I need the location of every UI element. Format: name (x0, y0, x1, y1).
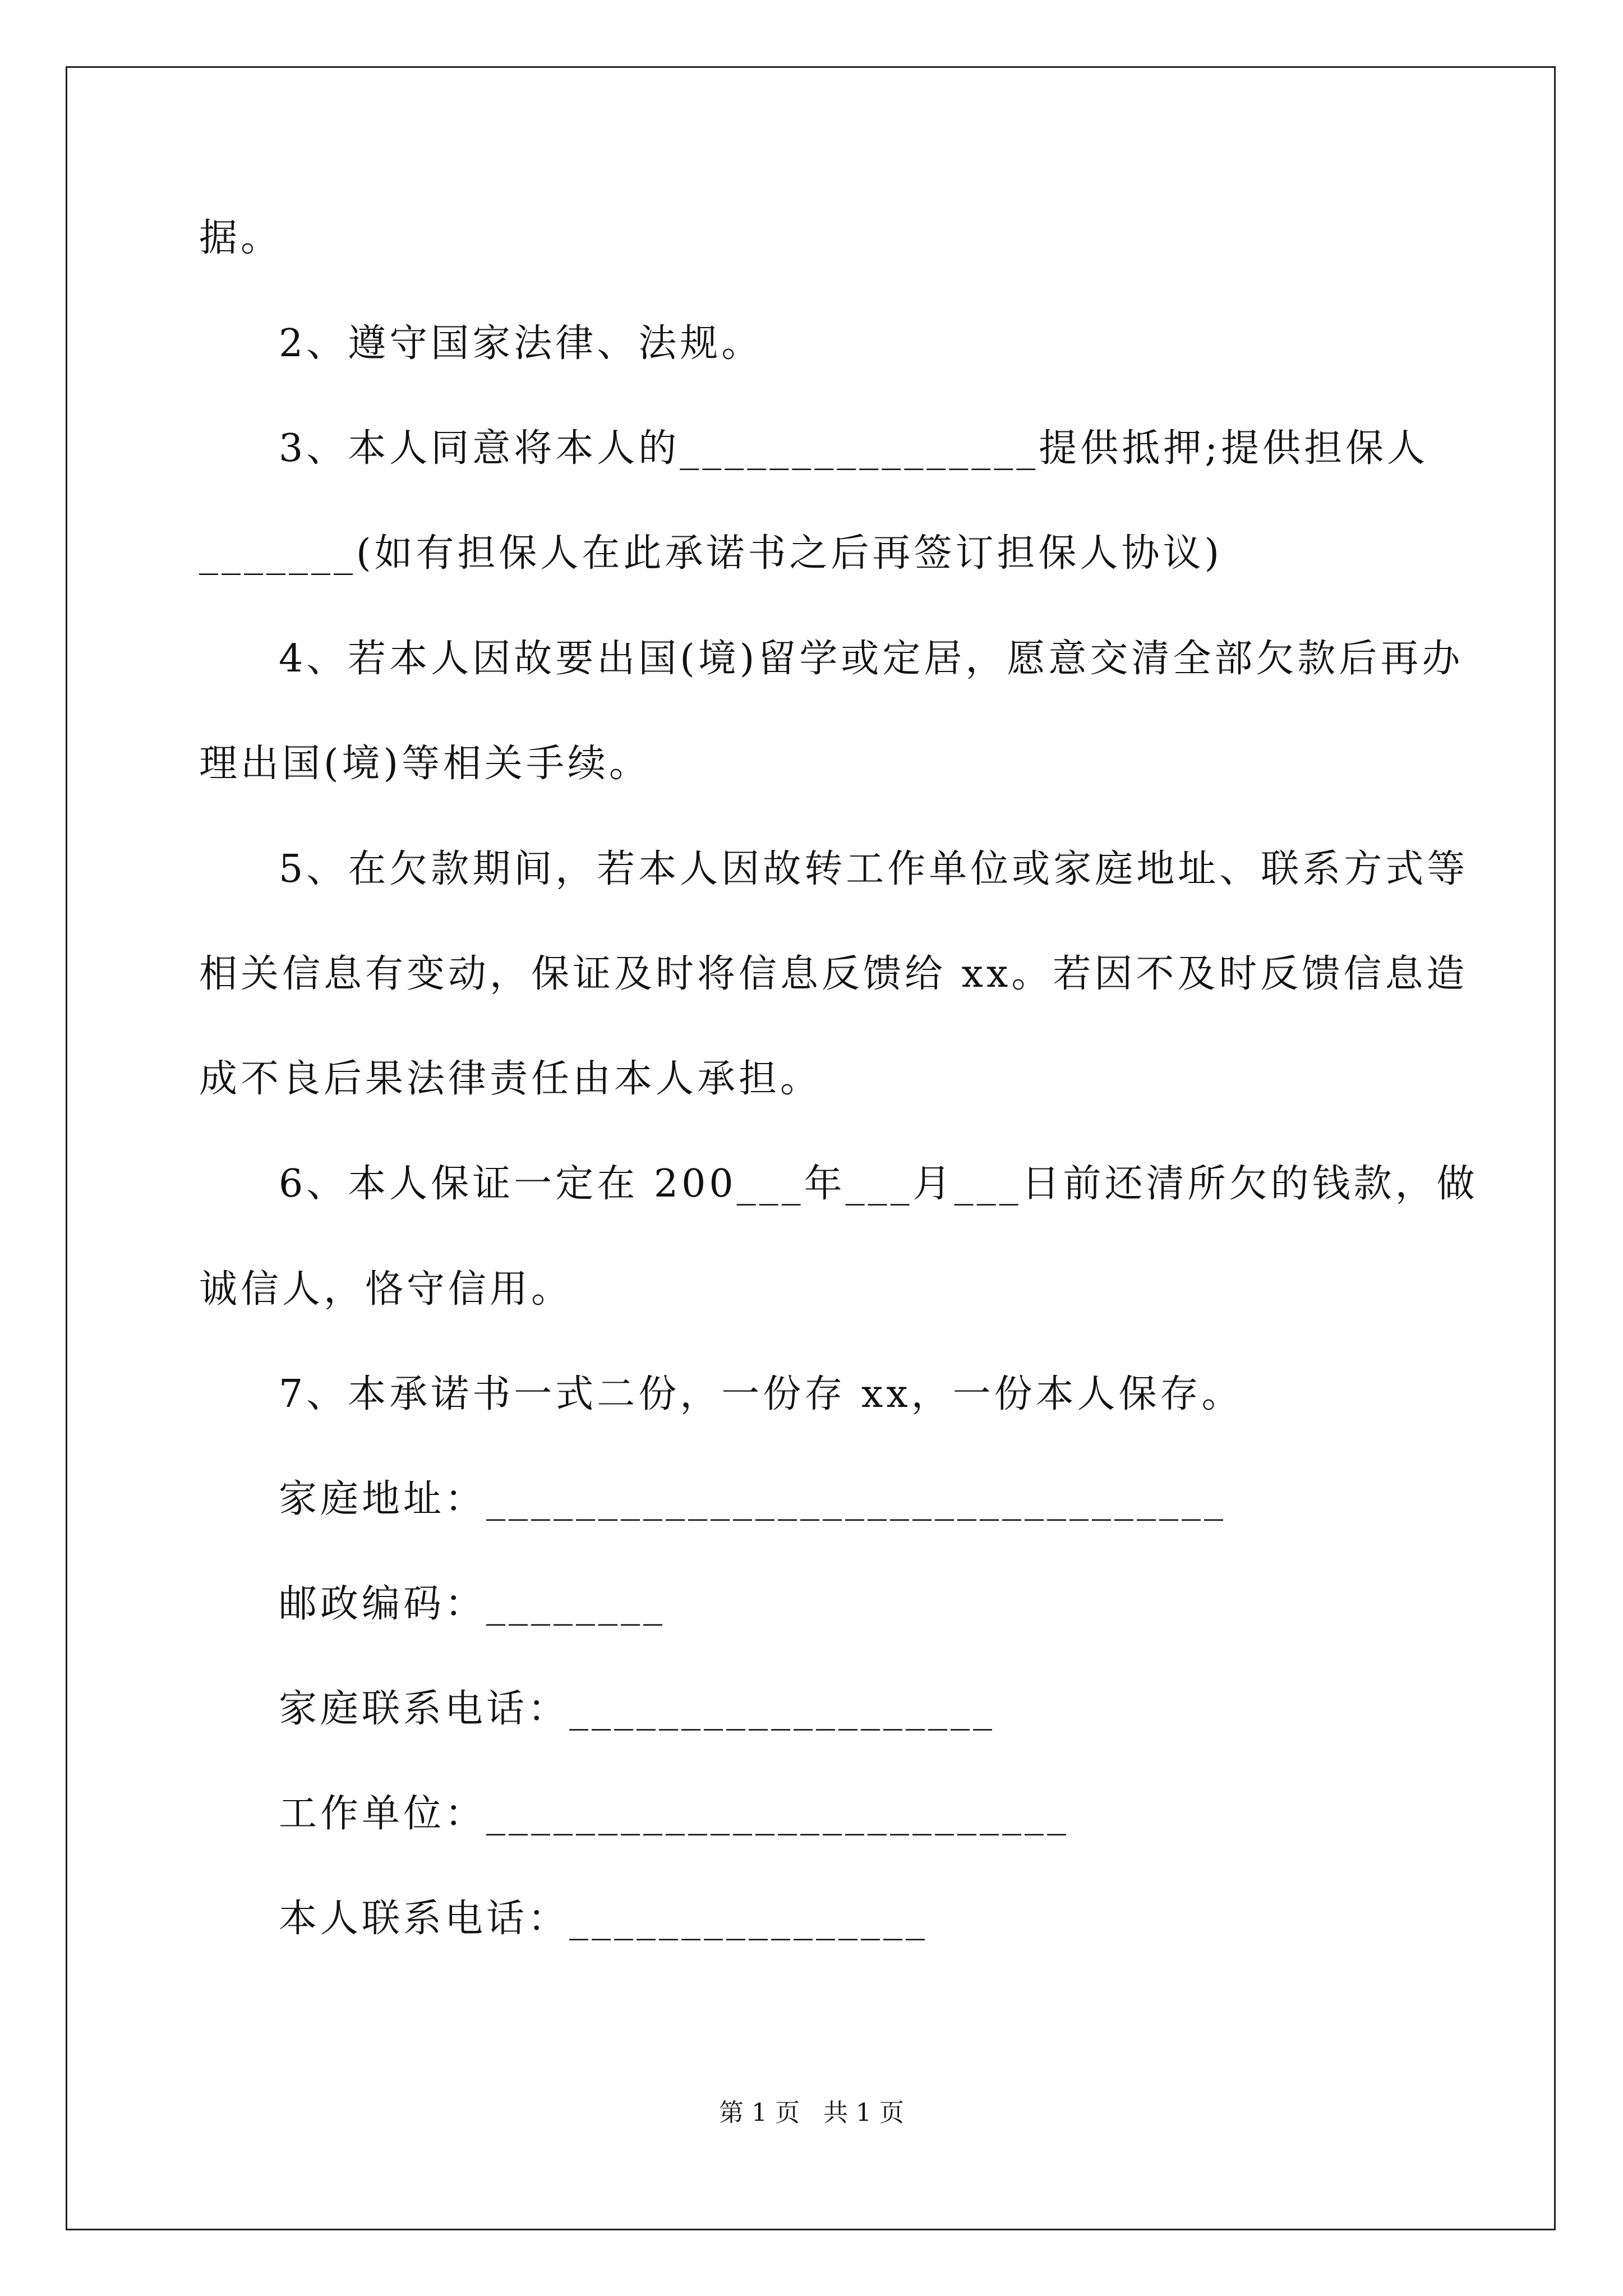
clause-3-continued: _______(如有担保人在此承诺书之后再签订担保人协议) (199, 531, 1223, 576)
clause-5-continued-2: 成不良后果法律责任由本人承担。 (199, 1057, 822, 1101)
work-unit-field: 工作单位：__________________________ (279, 1792, 1070, 1836)
clause-4: 4、若本人因故要出国(境)留学或定居，愿意交清全部欠款后再办 (279, 637, 1464, 681)
page-footer: 第 1 页 共 1 页 (719, 2099, 904, 2127)
home-phone-field: 家庭联系电话：___________________ (279, 1687, 996, 1731)
clause-7: 7、本承诺书一式二份，一份存 xx，一份本人保存。 (279, 1372, 1243, 1416)
clause-6: 6、本人保证一定在 200___年___月___日前还清所欠的钱款，做 (279, 1162, 1478, 1206)
paragraph-line-1: 据。 (199, 216, 283, 260)
postal-code-field: 邮政编码：________ (279, 1582, 666, 1626)
clause-3: 3、本人同意将本人的________________提供抵押;提供担保人 (279, 426, 1429, 471)
clause-4-continued: 理出国(境)等相关手续。 (199, 742, 651, 786)
clause-2: 2、遵守国家法律、法规。 (279, 321, 763, 366)
personal-phone-field: 本人联系电话：________________ (279, 1897, 929, 1941)
home-address-field: 家庭地址：_________________________________ (279, 1477, 1227, 1521)
clause-5-continued-1: 相关信息有变动，保证及时将信息反馈给 xx。若因不及时反馈信息造 (199, 952, 1468, 996)
clause-5: 5、在欠款期间，若本人因故转工作单位或家庭地址、联系方式等 (279, 847, 1469, 891)
clause-6-continued: 诚信人，恪守信用。 (199, 1267, 573, 1312)
